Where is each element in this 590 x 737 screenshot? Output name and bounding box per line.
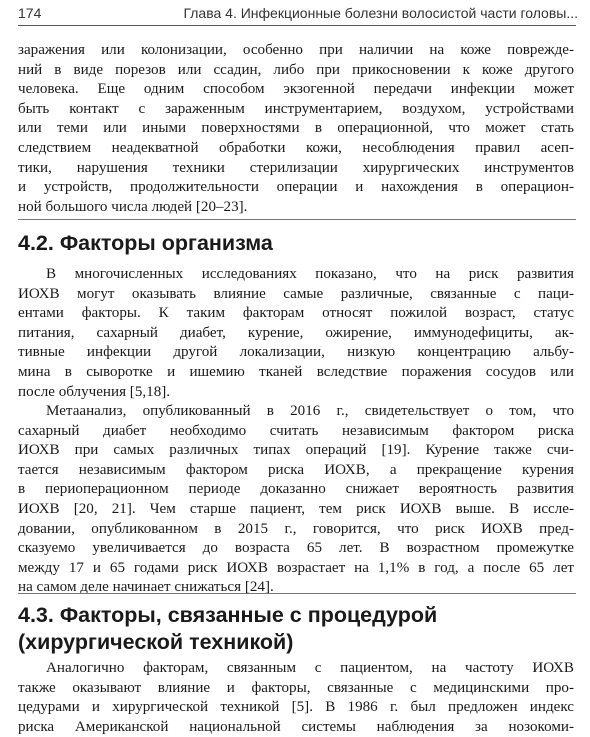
text-line: человека. Еще одним способом экзогенной передачи инфекции может — [18, 81, 574, 98]
text-line: и устройств, продолжительности операции и нахождения в операцион- — [18, 179, 574, 196]
section-heading-4-2: 4.2. Факторы организма — [18, 231, 273, 255]
text-line: быть контакт с зараженным инструментарием, воздухом, устройствами — [18, 100, 574, 117]
intro-paragraph — [18, 41, 574, 217]
text-line: ентами факторы. К таким факторам относят пожилой возраст, статус — [18, 305, 574, 322]
text-line: или теми или иными поверхностями в операционной, что может стать — [18, 120, 574, 137]
text-line: заражения или колонизации, особенно при наличии на коже поврежде- — [18, 42, 574, 58]
section-heading-4-3: 4.3. Факторы, связанные с процедурой (хирургической техникой) — [18, 603, 438, 654]
text-line: ИОХВ при самых различных типах операций [19]. Курение также счи- — [18, 442, 574, 459]
text-line: мина в сыворотке и ишемию тканей вследствие поражения сосудов или — [18, 363, 574, 380]
text-line: тается независимым фактором риска ИОХВ, а прекращение курения — [18, 461, 574, 478]
text-line: риска Американской национальной системы наблюдения за нозокоми- — [18, 718, 574, 735]
text-line: цедурами и хирургической техникой [5]. В 1986 г. был предложен индекс — [18, 699, 574, 716]
section-4-3-paragraph-1 — [18, 659, 574, 737]
text-line: сказуемо увеличивается до возраста 65 лет. В возрастном промежутке — [18, 540, 574, 557]
page-number: 174 — [18, 5, 42, 21]
text-line: сахарный диабет необходимо считать независимым фактором риска — [18, 422, 574, 439]
text-line: после облучения [5,18]. — [18, 383, 171, 400]
text-line: довании, опубликованном в 2015 г., говорится, что риск ИОХВ пред- — [18, 520, 574, 537]
header-divider — [18, 25, 576, 26]
page-header — [18, 3, 578, 23]
text-line: тики, нарушения техники стерилизации хирургических инструментов — [18, 159, 574, 176]
text-line: Аналогично факторам, связанным с пациентом, на частоту ИОХВ — [46, 660, 574, 676]
text-line: ИОХВ могут оказывать влияние самые различные, связанные с паци- — [18, 285, 574, 302]
text-line: в периоперационном периоде доказанно снижает вероятность развития — [18, 481, 574, 498]
text-line: питания, сахарный диабет, курение, ожирение, иммунодефициты, ак- — [18, 324, 574, 341]
text-line: на самом деле начинает снижаться [24]. — [18, 579, 274, 596]
section-divider — [18, 219, 576, 220]
text-line: ИОХВ [20, 21]. Чем старше пациент, тем риск ИОХВ выше. В иссле- — [18, 500, 574, 517]
running-title: Глава 4. Инфекционные болезни волосистой части головы... — [183, 5, 578, 21]
text-line: Метаанализ, опубликованный в 2016 г., свидетельствует о том, что — [46, 403, 574, 419]
section-divider — [18, 593, 576, 594]
text-line: следствием неадекватной обработки кожи, несоблюдения правил асеп- — [18, 139, 574, 156]
section-4-2-paragraph-1 — [18, 265, 574, 402]
text-line: В многочисленных исследованиях показано, что на риск развития — [46, 266, 574, 282]
text-line: также оказывают влияние и факторы, связанные с медицинскими про- — [18, 679, 574, 696]
text-line: между 17 и 65 годами риск ИОХВ возрастает на 1,1% в год, а после 65 лет — [18, 559, 574, 576]
text-line: ной большого числа людей [20–23]. — [18, 198, 248, 215]
text-line: ний в виде порезов или ссадин, либо при прикосновении к коже другого — [18, 61, 574, 78]
section-4-2-paragraph-2 — [18, 402, 574, 598]
text-line: тивные инфекции другой локализации, низкую концентрацию альбу- — [18, 344, 574, 361]
